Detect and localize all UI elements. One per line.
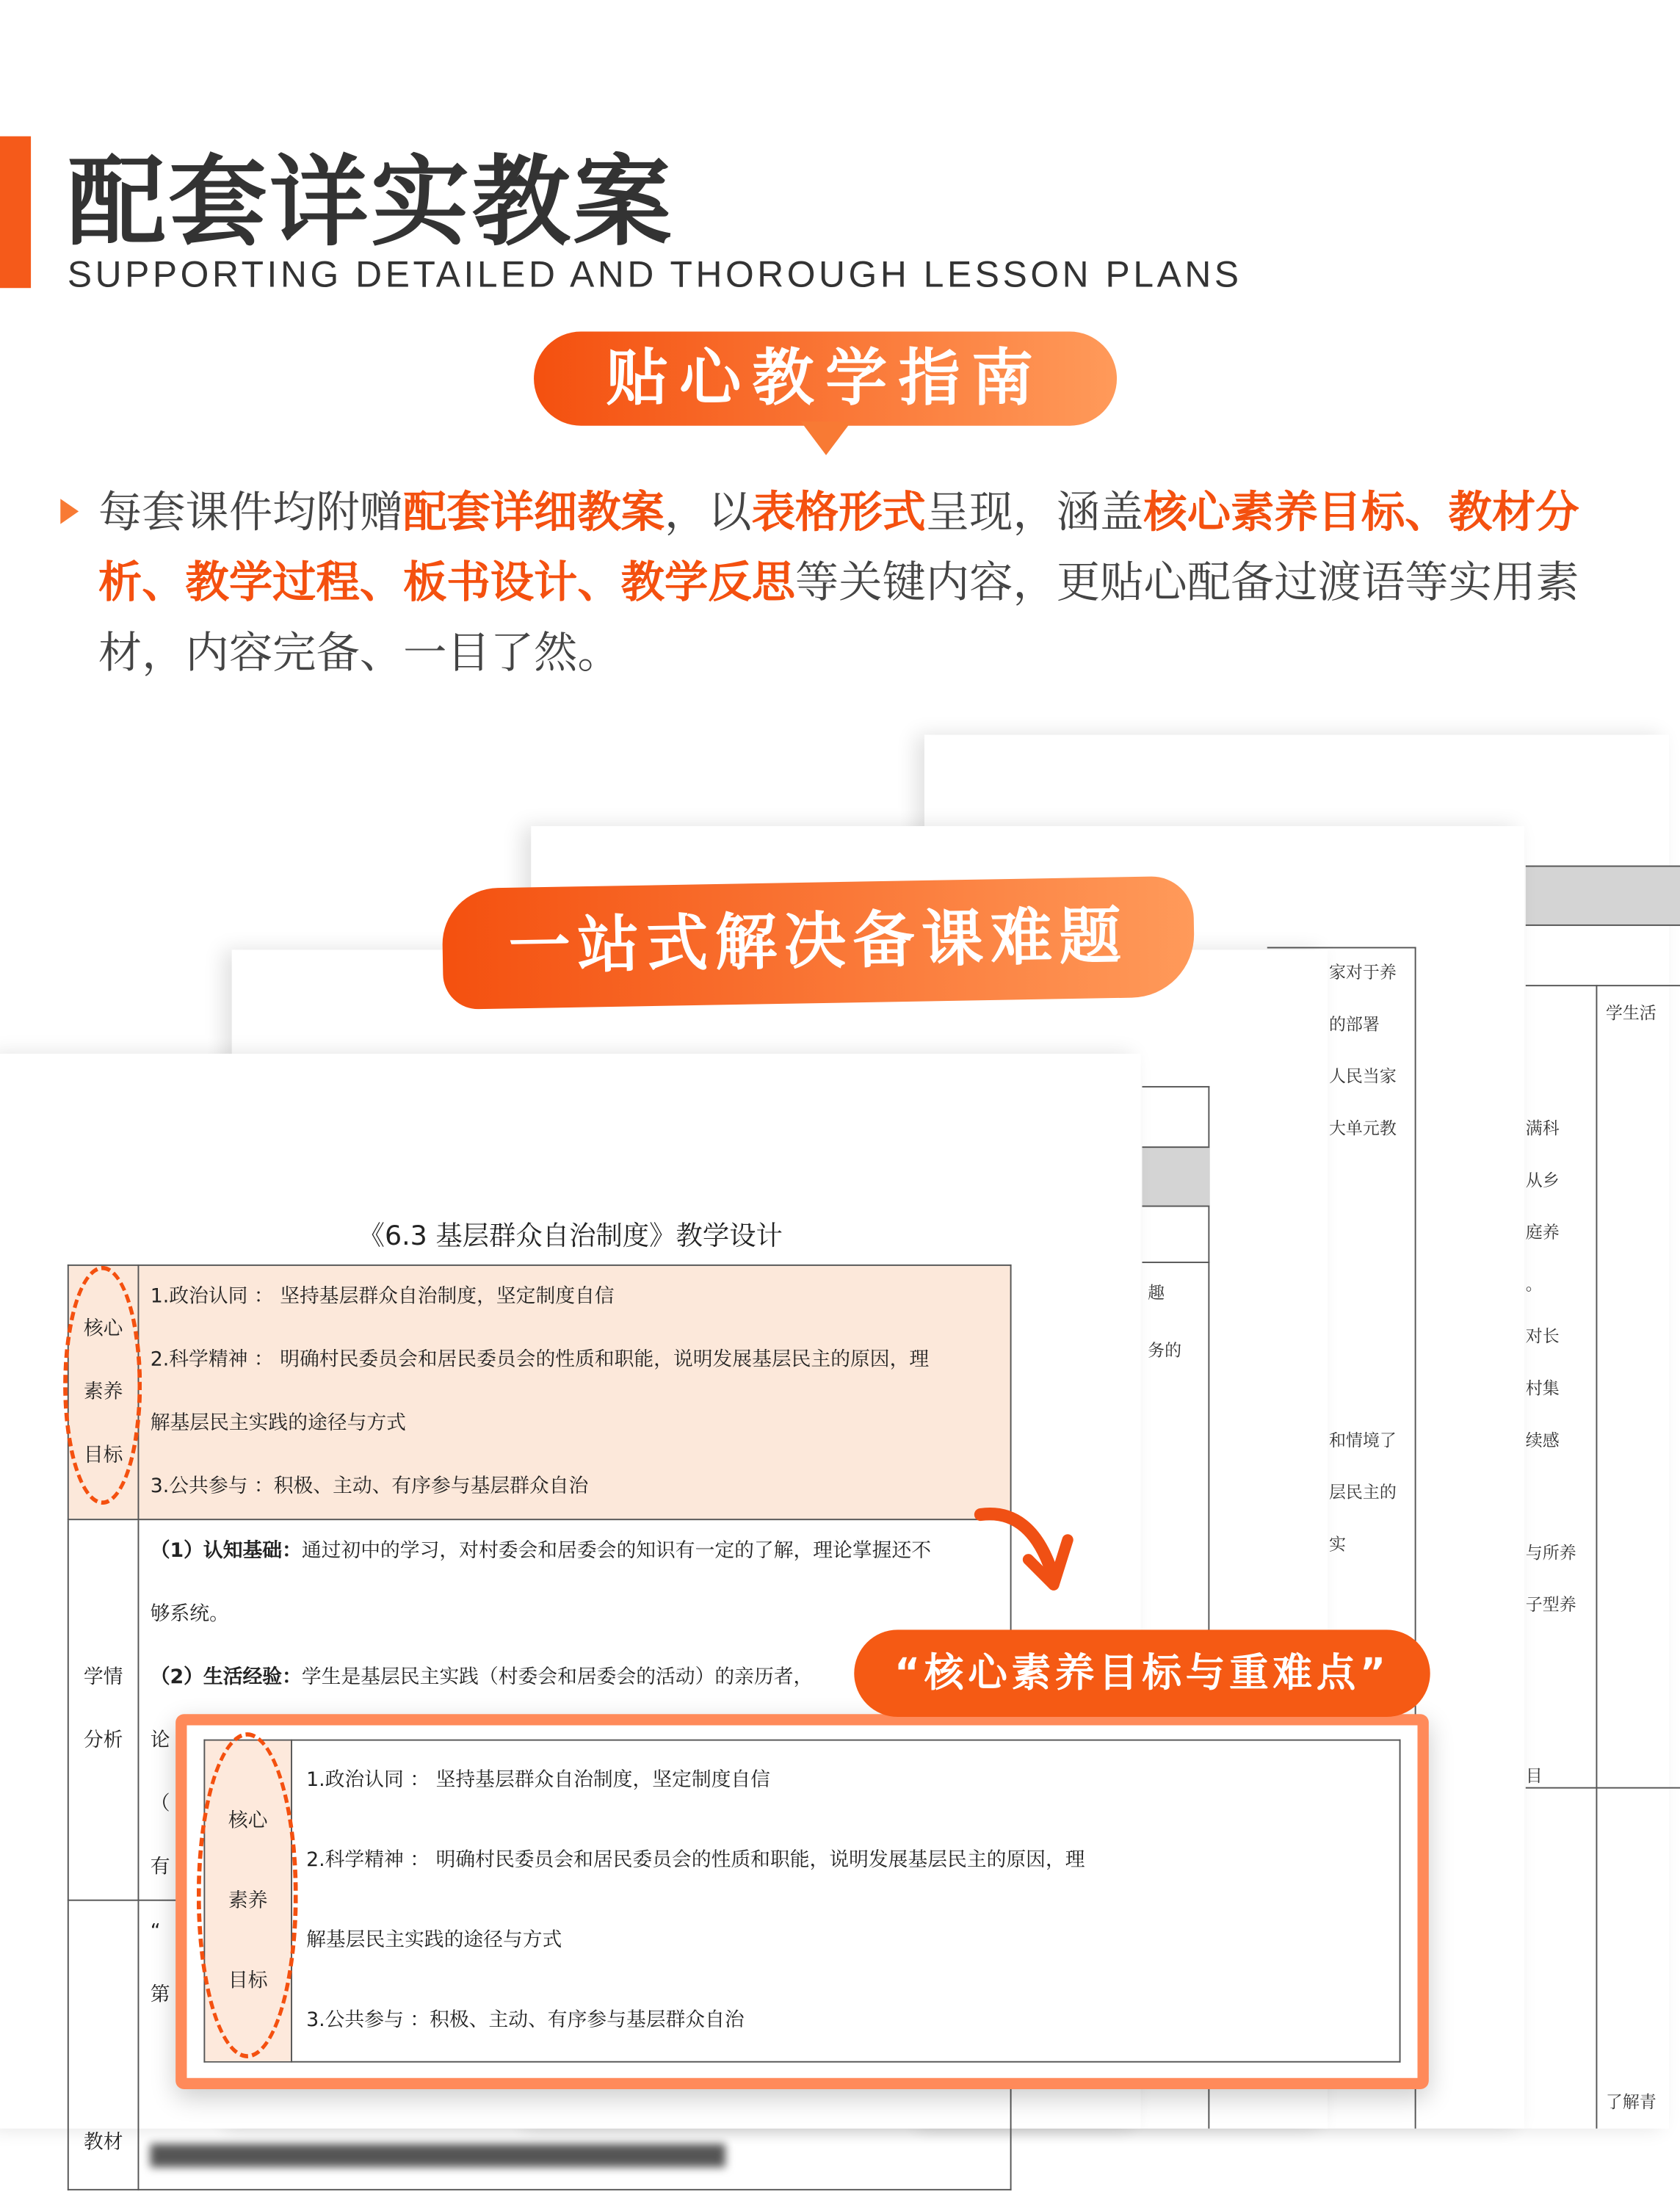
snippet: 实 xyxy=(1328,1534,1346,1555)
zoomed-table xyxy=(203,1740,1400,2063)
snippet: 的部署 xyxy=(1328,1014,1380,1035)
snippet-column xyxy=(1526,1103,1596,1803)
snippet: 续感 xyxy=(1525,1430,1560,1450)
label-text: 素养 xyxy=(228,1889,268,1912)
snippet: 从乡 xyxy=(1525,1170,1560,1190)
label-text: 目标 xyxy=(83,1443,123,1466)
label-text: 分析 xyxy=(83,1729,123,1752)
material-label: 教材 xyxy=(68,1900,139,2190)
text: 每套课件均附赠 xyxy=(98,487,404,538)
divider xyxy=(1526,985,1680,986)
label-text: 目标 xyxy=(228,1969,268,1992)
page-subtitle: SUPPORTING DETAILED AND THOROUGH LESSON PLANS xyxy=(67,253,1242,295)
banner: 一站式解决备课难题 xyxy=(441,876,1195,1010)
snippet: 。 xyxy=(1525,1274,1543,1295)
snippet: 层民主的 xyxy=(1328,1482,1397,1502)
document-title: 《6.3 基层群众自治制度》教学设计 xyxy=(358,1220,783,1252)
snippet: 村集 xyxy=(1525,1378,1560,1398)
pill-pointer xyxy=(801,422,852,455)
snippet: 趣 xyxy=(1148,1282,1165,1303)
snippet: 庭养 xyxy=(1525,1222,1560,1242)
analysis-text: 够系统。 xyxy=(150,1603,229,1626)
snippet: 与所养 xyxy=(1525,1542,1576,1563)
goal-line: 2.科学精神 ： 明确村民委员会和居民委员会的性质和职能，说明发展基层民主的原因，理 xyxy=(150,1348,930,1372)
section-pill: 贴心教学指南 xyxy=(534,332,1117,426)
goal-line: 解基层民主实践的途径与方式 xyxy=(150,1411,406,1435)
analysis-text: 通过初中的学习，对村委会和居委会的知识有一定的了解，理论掌握还不 xyxy=(301,1539,932,1563)
text-line: “ xyxy=(150,1920,161,1944)
snippet: 大单元教 xyxy=(1328,1118,1397,1138)
analysis-text: （ xyxy=(150,1793,170,1815)
material-content: “ 第 ██████████████████████████████████████ xyxy=(138,1900,1010,2190)
text: 呈现，涵盖 xyxy=(925,487,1144,538)
goal-line: 1.政治认同 ： 坚持基层群众自治制度，坚定制度自信 xyxy=(150,1285,615,1309)
divider xyxy=(1596,985,1597,2128)
analysis-label xyxy=(68,1519,139,1900)
core-goals-row xyxy=(68,1265,1011,1519)
zoomed-core-goals xyxy=(175,1714,1429,2089)
intro-paragraph xyxy=(98,478,1587,689)
divider xyxy=(1142,1262,1209,1263)
snippet-column xyxy=(1329,947,1397,1571)
header-band xyxy=(1526,866,1680,926)
label-text: 核心 xyxy=(83,1317,123,1340)
analysis-text: 有 xyxy=(150,1856,170,1879)
snippet: 家对于养 xyxy=(1328,962,1397,983)
snippet: 和情境了 xyxy=(1328,1430,1397,1450)
dashed-highlight-oval xyxy=(63,1266,142,1505)
snippet: 学生活 xyxy=(1605,1003,1657,1023)
snippet: 子型养 xyxy=(1525,1594,1576,1615)
highlight-text: 核心素养目标、教材分析、教学过程、板书设计、教学反思 xyxy=(98,487,1579,609)
goal-line: 1.政治认同 ： 坚持基层群众自治制度，坚定制度自信 xyxy=(306,1768,770,1792)
snippet: 了解青 xyxy=(1605,2091,1657,2112)
label-text: 学情 xyxy=(83,1666,123,1689)
snippet: 目 xyxy=(1525,1765,1543,1786)
core-goals-content xyxy=(292,1740,1400,2062)
text: ，以 xyxy=(664,487,752,538)
analysis-heading: （1）认知基础： xyxy=(150,1539,302,1563)
snippet: 满科 xyxy=(1525,1118,1560,1138)
text: 等关键内容，更贴心配备过渡语等实用素材，内容完备、一目了然。 xyxy=(98,557,1579,679)
bullet-triangle-icon xyxy=(60,499,79,524)
analysis-text: 学生是基层民主实践（村委会和居委会的活动）的亲历者， xyxy=(301,1666,814,1689)
snippet: 务的 xyxy=(1148,1340,1182,1361)
core-goals-content xyxy=(138,1265,1010,1519)
core-goals-label xyxy=(68,1265,139,1519)
goal-line: 2.科学精神 ： 明确村民委员会和居民委员会的性质和职能，说明发展基层民主的原因，理 xyxy=(306,1848,1085,1872)
goal-line: 解基层民主实践的途径与方式 xyxy=(306,1928,562,1952)
goal-line: 3.公共参与 ：积极、主动、有序参与基层群众自治 xyxy=(150,1475,589,1498)
curved-arrow-icon xyxy=(969,1500,1082,1599)
highlight-text: 配套详细教案 xyxy=(403,487,665,538)
highlight-text: 表格形式 xyxy=(751,487,926,538)
page-title: 配套详实教案 xyxy=(67,145,675,260)
analysis-heading: （2）生活经验： xyxy=(150,1666,302,1689)
goal-line: 3.公共参与 ：积极、主动、有序参与基层群众自治 xyxy=(306,2008,745,2032)
snippet: 对长 xyxy=(1525,1326,1560,1346)
accent-bar xyxy=(0,137,31,289)
core-goals-label xyxy=(204,1740,292,2062)
analysis-line xyxy=(151,1520,1010,1583)
analysis-text: 论 xyxy=(150,1729,170,1752)
label-text: 核心 xyxy=(228,1809,268,1831)
dashed-highlight-oval xyxy=(197,1732,298,2058)
label-text: 素养 xyxy=(83,1380,123,1403)
header-band xyxy=(1142,1146,1209,1207)
text-line: 第 xyxy=(150,1983,170,2007)
snippet: 人民当家 xyxy=(1328,1066,1397,1086)
callout-pill: “核心素养目标与重难点” xyxy=(854,1629,1430,1717)
